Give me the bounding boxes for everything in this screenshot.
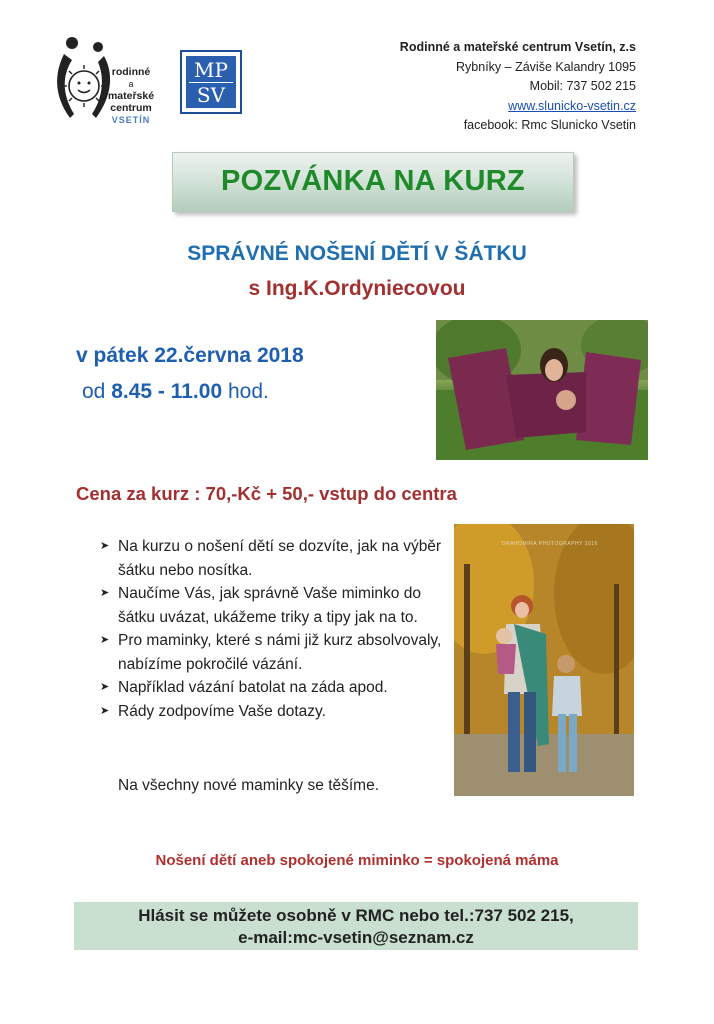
slogan: Nošení dětí aneb spokojené miminko = spokojená máma	[155, 852, 559, 869]
invitation-title: POZVÁNKA NA KURZ	[221, 165, 525, 197]
facebook-info: facebook: Rmc Slunicko Vsetin	[463, 118, 636, 132]
list-item: ➤ Na kurzu o nošení dětí se dozvíte, jak na výběr šátku nebo nosítka.	[100, 535, 450, 582]
invitation-banner	[172, 152, 574, 212]
organization-name: Rodinné a mateřské centrum Vsetín, z.s	[399, 40, 636, 54]
registration-email: e-mail:mc-vsetin@seznam.cz	[238, 928, 474, 947]
contact-block	[400, 38, 636, 136]
address: Rybníky – Záviše Kalandry 1095	[456, 59, 636, 74]
list-item: ➤ Rády zodpovíme Vaše dotazy.	[100, 700, 450, 724]
list-item: ➤ Například vázání batolat na záda apod.	[100, 676, 450, 700]
arrow-bullet-icon: ➤	[100, 681, 110, 693]
registration-phone: Hlásit se můžete osobně v RMC nebo tel.:737 502 215,	[138, 906, 574, 925]
list-item: ➤ Pro maminky, které s námi již kurz absolvovaly, nabízíme pokročilé vázání.	[100, 629, 450, 676]
arrow-bullet-icon: ➤	[100, 540, 110, 552]
arrow-bullet-icon: ➤	[100, 704, 110, 717]
list-item: ➤ Naučíme Vás, jak správně Vaše miminko do šátku uvázat, ukážeme triky a tipy jak na to.	[100, 582, 450, 629]
arrow-bullet-icon: ➤	[100, 587, 110, 599]
rmc-logo-text: rodinné a mateřské centrum VSETÍN	[107, 66, 155, 125]
registration-footer	[74, 902, 638, 950]
family-autumn-photo	[454, 524, 634, 796]
course-title: SPRÁVNÉ NOŠENÍ DĚTÍ V ŠÁTKU	[187, 242, 527, 265]
mobile-number: Mobil: 737 502 215	[529, 79, 636, 93]
benefits-list	[100, 535, 450, 723]
event-time: od 8.45 - 11.00 hod.	[82, 380, 269, 403]
course-price: Cena za kurz : 70,-Kč + 50,- vstup do centra	[76, 483, 457, 504]
lecturer-name: s Ing.K.Ordyniecovou	[248, 277, 466, 300]
babywearing-photo	[436, 320, 648, 460]
closing-text: Na všechny nové maminky se těšíme.	[118, 777, 380, 794]
photo-watermark: DRAHOMIRA PHOTOGRAPHY 2016	[502, 541, 598, 547]
mpsv-logo: MP SV	[180, 50, 242, 114]
rmc-logo	[52, 34, 172, 130]
event-date: v pátek 22.června 2018	[76, 344, 304, 367]
website-link[interactable]: www.slunicko-vsetin.cz	[508, 98, 636, 113]
arrow-bullet-icon: ➤	[100, 634, 110, 646]
